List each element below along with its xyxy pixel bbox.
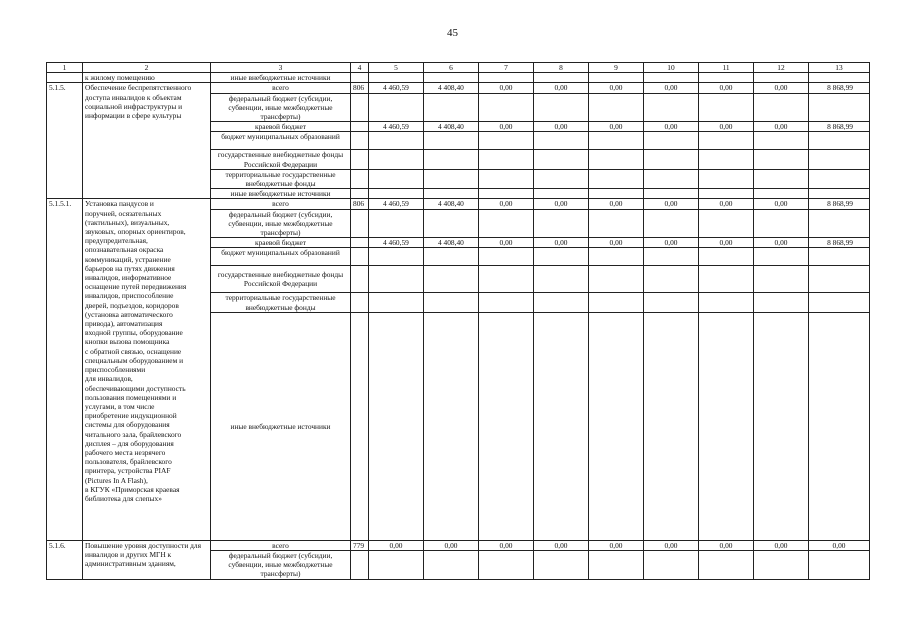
funding-source: федеральный бюджет (субсидии, субвенции, иные межбюджетные трансферты)	[211, 551, 351, 580]
code-cell	[351, 189, 369, 199]
value-cell	[699, 150, 754, 169]
measure-name: Обеспечение беспрепятственного доступа инвалидов к объектам социальной инфраструктуры и информации в сфере культуры	[83, 83, 211, 199]
value-cell	[479, 551, 534, 580]
funding-source: иные внебюджетные источники	[211, 189, 351, 199]
value-cell: 0,00	[699, 238, 754, 248]
value-cell	[644, 293, 699, 312]
value-cell	[369, 266, 424, 293]
value-cell	[589, 132, 644, 150]
value-cell: 4 408,40	[424, 238, 479, 248]
value-cell	[644, 551, 699, 580]
total-cell: 8 868,99	[809, 122, 870, 132]
value-cell: 0,00	[479, 199, 534, 209]
header-cell: 12	[754, 63, 809, 73]
value-cell	[424, 266, 479, 293]
header-cell: 3	[211, 63, 351, 73]
value-cell: 0,00	[644, 83, 699, 93]
value-cell	[699, 73, 754, 83]
total-cell: 8 868,99	[809, 238, 870, 248]
value-cell	[589, 209, 644, 238]
measure-name: к жилому помещению	[83, 73, 211, 83]
value-cell: 0,00	[589, 540, 644, 550]
value-cell: 0,00	[534, 199, 589, 209]
value-cell: 0,00	[699, 122, 754, 132]
funding-source: краевой бюджет	[211, 238, 351, 248]
value-cell: 0,00	[754, 199, 809, 209]
total-cell: 8 868,99	[809, 199, 870, 209]
value-cell: 0,00	[589, 199, 644, 209]
value-cell	[479, 73, 534, 83]
funding-source: всего	[211, 199, 351, 209]
table-row	[47, 73, 870, 83]
value-cell	[699, 551, 754, 580]
value-cell	[369, 150, 424, 169]
value-cell	[699, 293, 754, 312]
header-cell: 10	[644, 63, 699, 73]
total-cell: 0,00	[809, 540, 870, 550]
value-cell	[424, 551, 479, 580]
funding-source: иные внебюджетные источники	[211, 73, 351, 83]
value-cell	[589, 150, 644, 169]
value-cell	[699, 93, 754, 122]
value-cell	[644, 150, 699, 169]
value-cell	[534, 248, 589, 266]
value-cell: 0,00	[424, 540, 479, 550]
funding-source: всего	[211, 540, 351, 550]
value-cell	[754, 150, 809, 169]
value-cell	[754, 189, 809, 199]
value-cell	[479, 169, 534, 188]
total-cell	[809, 266, 870, 293]
value-cell: 4 408,40	[424, 199, 479, 209]
measure-name: Установка пандусов и поручней, осязательных (тактильных), визуальных, звуковых, опорных ориентиров, предупредительная, опознавательная окраска коммуникаций, устранение барьеров на путях движения инвалидов, информативное оснащение путей передвижения инвалидов, приспособление дверей, подъездов, коридоров (установка автоматического привода), автоматизация входной группы, оборудование кнопки вызова помощника с обратной связью, оснащение специальным оборудованием и приспособлениями для инвалидов, обеспечивающими доступность пользования помещениями и услугами, в том числе приобретение индукционной системы для оборудования читального зала, брайлевского дисплея – для оборудования рабочего места незрячего пользователя, брайлевского принтера, устройства PIAF (Pictures In A Flash), в КГУК «Приморская краевая библиотека для слепых»	[83, 199, 211, 540]
value-cell	[534, 312, 589, 540]
value-cell	[644, 73, 699, 83]
funding-source: краевой бюджет	[211, 122, 351, 132]
code-cell	[351, 238, 369, 248]
value-cell	[809, 73, 870, 83]
value-cell	[589, 189, 644, 199]
row-number: 5.1.6.	[47, 540, 83, 579]
table-row	[47, 540, 870, 550]
value-cell	[534, 73, 589, 83]
value-cell	[534, 132, 589, 150]
value-cell	[534, 150, 589, 169]
value-cell	[424, 209, 479, 238]
value-cell	[534, 266, 589, 293]
value-cell	[699, 312, 754, 540]
header-cell: 11	[699, 63, 754, 73]
value-cell	[369, 209, 424, 238]
value-cell	[424, 189, 479, 199]
value-cell	[699, 266, 754, 293]
header-cell: 5	[369, 63, 424, 73]
value-cell: 0,00	[644, 122, 699, 132]
value-cell	[699, 132, 754, 150]
code-cell	[351, 312, 369, 540]
value-cell: 0,00	[644, 199, 699, 209]
value-cell: 0,00	[699, 83, 754, 93]
funding-source: федеральный бюджет (субсидии, субвенции, иные межбюджетные трансферты)	[211, 209, 351, 238]
value-cell	[589, 551, 644, 580]
page-number: 45	[447, 27, 458, 39]
value-cell	[369, 93, 424, 122]
code-cell	[351, 266, 369, 293]
value-cell	[644, 209, 699, 238]
funding-source: бюджет муниципальных образований	[211, 248, 351, 266]
funding-source: территориальные государственные внебюджетные фонды	[211, 293, 351, 312]
value-cell	[534, 551, 589, 580]
value-cell	[644, 266, 699, 293]
table-row	[47, 83, 870, 93]
header-cell: 7	[479, 63, 534, 73]
value-cell	[479, 248, 534, 266]
header-cell: 1	[47, 63, 83, 73]
value-cell	[424, 93, 479, 122]
value-cell	[369, 169, 424, 188]
row-number	[47, 73, 83, 83]
value-cell: 0,00	[589, 122, 644, 132]
value-cell: 0,00	[479, 83, 534, 93]
value-cell: 4 460,59	[369, 199, 424, 209]
value-cell	[644, 132, 699, 150]
code-cell	[351, 169, 369, 188]
value-cell: 0,00	[534, 238, 589, 248]
value-cell	[369, 312, 424, 540]
value-cell: 0,00	[754, 540, 809, 550]
value-cell	[534, 189, 589, 199]
value-cell	[589, 312, 644, 540]
code-cell: 806	[351, 83, 369, 93]
row-number: 5.1.5.	[47, 83, 83, 199]
value-cell	[479, 189, 534, 199]
value-cell	[479, 209, 534, 238]
value-cell	[479, 266, 534, 293]
code-cell	[351, 93, 369, 122]
funding-source: бюджет муниципальных образований	[211, 132, 351, 150]
value-cell	[589, 169, 644, 188]
value-cell	[644, 312, 699, 540]
total-cell	[809, 312, 870, 540]
value-cell	[424, 248, 479, 266]
value-cell	[754, 209, 809, 238]
total-cell	[809, 169, 870, 188]
value-cell: 0,00	[479, 540, 534, 550]
value-cell	[424, 150, 479, 169]
value-cell: 0,00	[754, 122, 809, 132]
value-cell	[699, 248, 754, 266]
funding-source: государственные внебюджетные фонды Российской Федерации	[211, 266, 351, 293]
value-cell: 0,00	[479, 122, 534, 132]
total-cell	[809, 551, 870, 580]
value-cell	[534, 93, 589, 122]
value-cell	[754, 248, 809, 266]
code-cell	[351, 551, 369, 580]
code-cell	[351, 293, 369, 312]
code-cell	[351, 248, 369, 266]
value-cell: 4 460,59	[369, 83, 424, 93]
total-cell	[809, 132, 870, 150]
value-cell	[589, 266, 644, 293]
value-cell: 0,00	[589, 238, 644, 248]
table-row	[47, 199, 870, 209]
value-cell	[479, 93, 534, 122]
value-cell	[369, 132, 424, 150]
total-cell	[809, 293, 870, 312]
value-cell	[369, 248, 424, 266]
total-cell	[809, 248, 870, 266]
value-cell	[699, 189, 754, 199]
value-cell	[589, 248, 644, 266]
value-cell: 4 460,59	[369, 238, 424, 248]
value-cell	[369, 551, 424, 580]
value-cell	[754, 73, 809, 83]
value-cell	[699, 209, 754, 238]
value-cell	[644, 248, 699, 266]
value-cell: 0,00	[754, 83, 809, 93]
value-cell: 0,00	[699, 199, 754, 209]
value-cell	[754, 551, 809, 580]
value-cell	[754, 293, 809, 312]
funding-source: всего	[211, 83, 351, 93]
value-cell	[754, 312, 809, 540]
value-cell: 4 408,40	[424, 83, 479, 93]
value-cell	[424, 169, 479, 188]
value-cell	[644, 189, 699, 199]
value-cell	[424, 73, 479, 83]
value-cell	[369, 293, 424, 312]
value-cell: 0,00	[479, 238, 534, 248]
value-cell	[479, 312, 534, 540]
header-cell: 2	[83, 63, 211, 73]
value-cell: 4 460,59	[369, 122, 424, 132]
value-cell	[754, 132, 809, 150]
value-cell	[424, 312, 479, 540]
value-cell	[589, 93, 644, 122]
value-cell	[589, 293, 644, 312]
value-cell	[754, 169, 809, 188]
value-cell	[644, 93, 699, 122]
funding-source: государственные внебюджетные фонды Российской Федерации	[211, 150, 351, 169]
code-cell	[351, 132, 369, 150]
value-cell	[754, 93, 809, 122]
value-cell	[424, 293, 479, 312]
value-cell	[534, 169, 589, 188]
total-cell	[809, 150, 870, 169]
value-cell	[479, 132, 534, 150]
header-cell: 9	[589, 63, 644, 73]
code-cell	[351, 150, 369, 169]
value-cell: 0,00	[534, 540, 589, 550]
total-cell	[809, 209, 870, 238]
header-cell: 6	[424, 63, 479, 73]
header-cell: 4	[351, 63, 369, 73]
value-cell: 0,00	[589, 83, 644, 93]
value-cell	[699, 169, 754, 188]
value-cell: 0,00	[644, 540, 699, 550]
value-cell	[644, 169, 699, 188]
funding-source: иные внебюджетные источники	[211, 312, 351, 540]
code-cell: 806	[351, 199, 369, 209]
value-cell	[534, 293, 589, 312]
budget-table	[46, 62, 870, 580]
code-cell	[351, 209, 369, 238]
total-cell	[809, 93, 870, 122]
value-cell: 0,00	[754, 238, 809, 248]
row-number: 5.1.5.1.	[47, 199, 83, 540]
value-cell	[369, 73, 424, 83]
value-cell: 0,00	[699, 540, 754, 550]
value-cell	[479, 293, 534, 312]
code-cell	[351, 122, 369, 132]
value-cell	[754, 266, 809, 293]
total-cell	[809, 189, 870, 199]
total-cell: 8 868,99	[809, 83, 870, 93]
funding-source: федеральный бюджет (субсидии, субвенции, иные межбюджетные трансферты)	[211, 93, 351, 122]
value-cell: 0,00	[644, 238, 699, 248]
code-cell	[351, 73, 369, 83]
value-cell: 0,00	[369, 540, 424, 550]
header-cell: 13	[809, 63, 870, 73]
value-cell	[424, 132, 479, 150]
value-cell: 0,00	[534, 122, 589, 132]
header-cell: 8	[534, 63, 589, 73]
measure-name: Повышение уровня доступности для инвалидов и других МГН к административным зданиям,	[83, 540, 211, 579]
value-cell	[589, 73, 644, 83]
value-cell: 4 408,40	[424, 122, 479, 132]
code-cell: 779	[351, 540, 369, 550]
header-row	[47, 63, 870, 73]
value-cell	[534, 209, 589, 238]
value-cell	[479, 150, 534, 169]
funding-source: территориальные государственные внебюджетные фонды	[211, 169, 351, 188]
value-cell	[369, 189, 424, 199]
value-cell: 0,00	[534, 83, 589, 93]
